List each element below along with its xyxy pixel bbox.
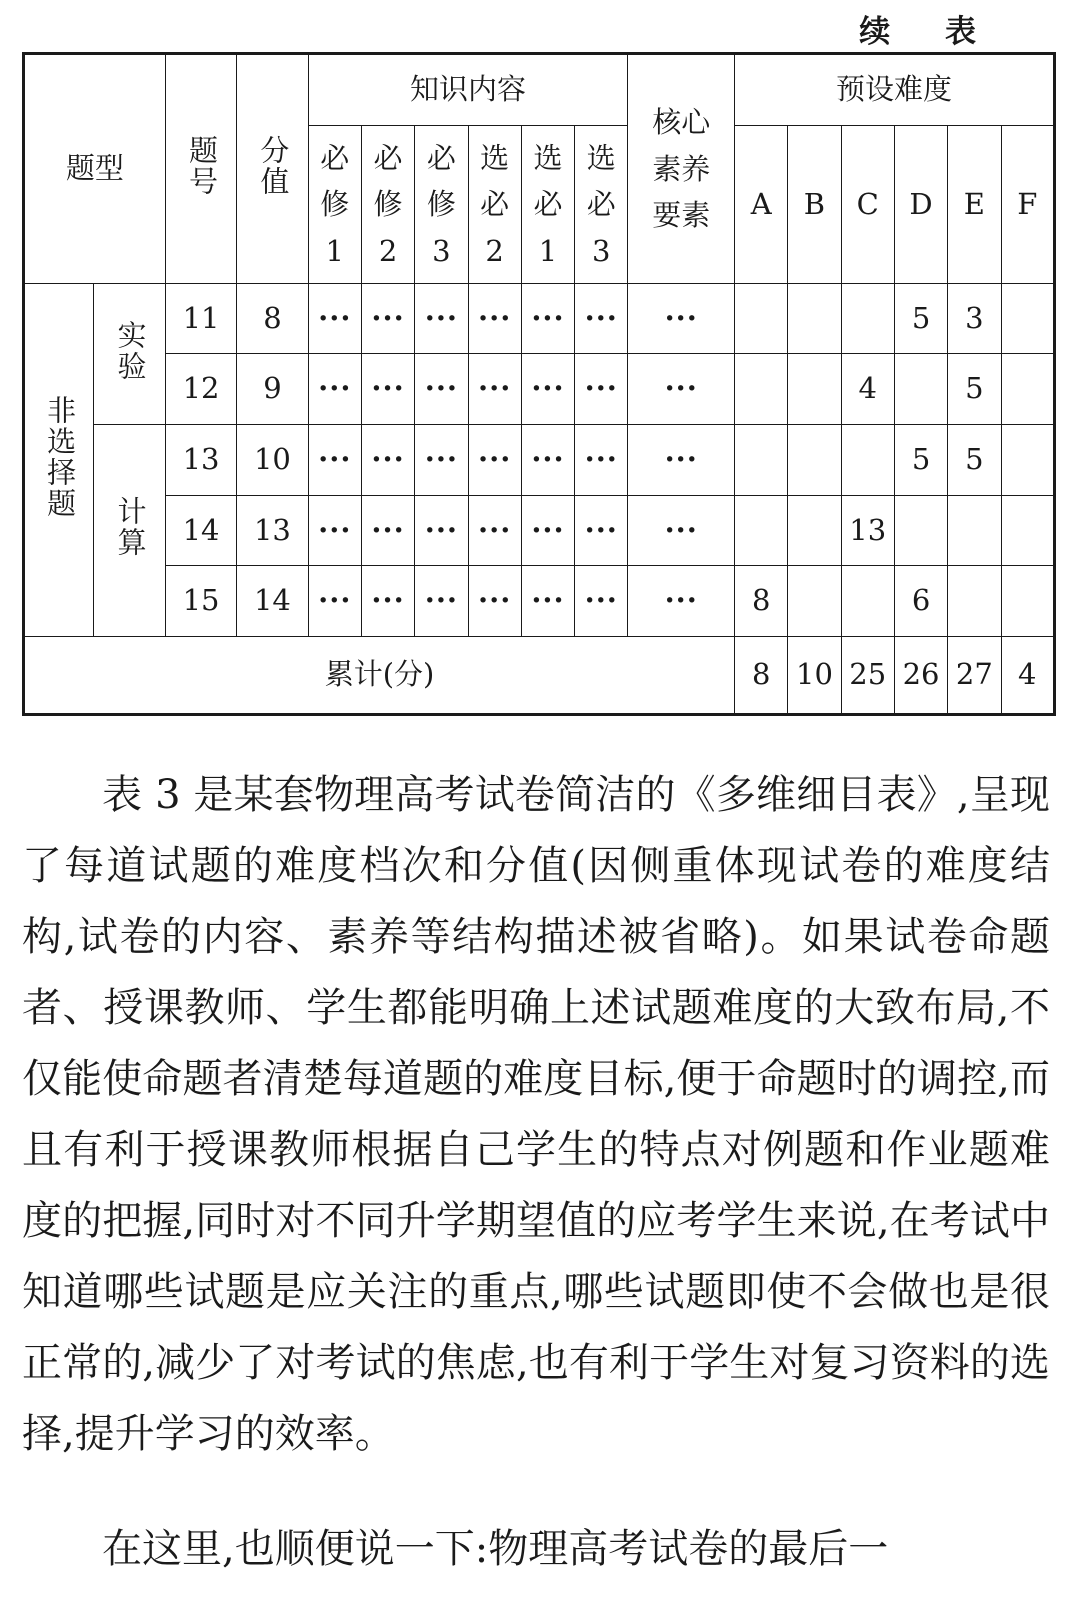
difficulty-col-header: F — [1001, 126, 1055, 284]
header-core: 核心素养要素 — [628, 54, 735, 284]
question-score: 10 — [237, 425, 308, 496]
core-cell: ··· — [628, 496, 735, 566]
core-cell: ··· — [628, 354, 735, 425]
header-type: 题型 — [24, 54, 166, 284]
knowledge-cell: ··· — [468, 425, 521, 496]
header-number: 题号 — [165, 54, 236, 284]
knowledge-cell: ··· — [361, 284, 414, 354]
question-number: 15 — [165, 566, 236, 637]
difficulty-cell: 4 — [841, 354, 894, 425]
difficulty-cell — [894, 496, 947, 566]
continued-label: 续 表 — [859, 14, 998, 50]
knowledge-cell: ··· — [415, 496, 468, 566]
difficulty-cell — [841, 566, 894, 637]
difficulty-cell: 8 — [735, 566, 788, 637]
header-score: 分值 — [237, 54, 308, 284]
difficulty-cell — [841, 425, 894, 496]
knowledge-cell: ··· — [575, 496, 628, 566]
knowledge-cell: ··· — [521, 566, 574, 637]
knowledge-cell: ··· — [468, 284, 521, 354]
sub-group-label: 实验 — [94, 284, 165, 425]
knowledge-cell: ··· — [415, 284, 468, 354]
knowledge-cell: ··· — [308, 566, 361, 637]
difficulty-cell: 6 — [894, 566, 947, 637]
knowledge-col-header: 选必3 — [575, 126, 628, 284]
knowledge-cell: ··· — [468, 496, 521, 566]
difficulty-cell — [735, 354, 788, 425]
knowledge-cell: ··· — [415, 354, 468, 425]
core-cell: ··· — [628, 566, 735, 637]
knowledge-cell: ··· — [575, 425, 628, 496]
difficulty-col-header: A — [735, 126, 788, 284]
knowledge-cell: ··· — [575, 354, 628, 425]
difficulty-cell — [735, 496, 788, 566]
total-value: 25 — [841, 637, 894, 715]
difficulty-cell — [788, 284, 841, 354]
difficulty-cell: 13 — [841, 496, 894, 566]
knowledge-col-header: 必修1 — [308, 126, 361, 284]
difficulty-cell: 5 — [894, 284, 947, 354]
question-number: 12 — [165, 354, 236, 425]
knowledge-cell: ··· — [468, 566, 521, 637]
knowledge-cell: ··· — [361, 354, 414, 425]
question-score: 9 — [237, 354, 308, 425]
difficulty-cell — [1001, 566, 1055, 637]
difficulty-cell: 5 — [894, 425, 947, 496]
difficulty-cell — [948, 496, 1001, 566]
detail-table — [22, 52, 1056, 716]
header-knowledge: 知识内容 — [308, 54, 628, 126]
knowledge-cell: ··· — [521, 496, 574, 566]
knowledge-cell: ··· — [308, 354, 361, 425]
knowledge-cell: ··· — [521, 354, 574, 425]
question-score: 13 — [237, 496, 308, 566]
total-value: 4 — [1001, 637, 1055, 715]
question-score: 14 — [237, 566, 308, 637]
knowledge-col-header: 选必1 — [521, 126, 574, 284]
difficulty-cell — [1001, 496, 1055, 566]
knowledge-cell: ··· — [361, 496, 414, 566]
knowledge-cell: ··· — [308, 284, 361, 354]
difficulty-col-header: B — [788, 126, 841, 284]
difficulty-cell — [1001, 354, 1055, 425]
difficulty-cell — [735, 284, 788, 354]
knowledge-cell: ··· — [575, 566, 628, 637]
knowledge-cell: ··· — [415, 566, 468, 637]
difficulty-cell — [788, 566, 841, 637]
core-cell: ··· — [628, 425, 735, 496]
total-value: 27 — [948, 637, 1001, 715]
knowledge-col-header: 必修3 — [415, 126, 468, 284]
difficulty-cell: 5 — [948, 354, 1001, 425]
knowledge-cell: ··· — [468, 354, 521, 425]
sub-group-label: 计算 — [94, 425, 165, 637]
knowledge-cell: ··· — [521, 284, 574, 354]
knowledge-cell: ··· — [308, 425, 361, 496]
knowledge-cell: ··· — [308, 496, 361, 566]
knowledge-cell: ··· — [361, 425, 414, 496]
knowledge-cell: ··· — [575, 284, 628, 354]
body-paragraph-continued: 在这里,也顺便说一下:物理高考试卷的最后一 — [102, 1526, 889, 1572]
knowledge-cell: ··· — [521, 425, 574, 496]
difficulty-cell: 5 — [948, 425, 1001, 496]
difficulty-col-header: D — [894, 126, 947, 284]
total-value: 10 — [788, 637, 841, 715]
group-label: 非选择题 — [24, 284, 94, 637]
knowledge-col-header: 选必2 — [468, 126, 521, 284]
difficulty-cell — [788, 425, 841, 496]
total-label: 累计(分) — [24, 637, 735, 715]
question-number: 13 — [165, 425, 236, 496]
total-value: 8 — [735, 637, 788, 715]
header-difficulty: 预设难度 — [735, 54, 1055, 126]
knowledge-cell: ··· — [361, 566, 414, 637]
question-score: 8 — [237, 284, 308, 354]
difficulty-cell — [788, 496, 841, 566]
difficulty-cell — [735, 425, 788, 496]
difficulty-cell — [788, 354, 841, 425]
body-paragraph: 表 3 是某套物理高考试卷简洁的《多维细目表》,呈现了每道试题的难度档次和分值(因侧重体现试卷的难度结构,试卷的内容、素养等结构描述被省略)。如果试卷命题者、授课教师、学生都能明确上述试题难度的大致布局,不仅能使命题者清楚每道题的难度目标,便于命题时的调控,而且有利于授课教师根据自己学生的特点对例题和作业题难度的把握,同时对不同升学期望值的应考学生来说,在考试中知道哪些试题是应关注的重点,哪些试题即使不会做也是很正常的,减少了对考试的焦虑,也有利于学生对复习资料的选择,提升学习的效率。 — [22, 772, 1050, 1457]
difficulty-cell — [1001, 425, 1055, 496]
difficulty-cell — [894, 354, 947, 425]
knowledge-col-header: 必修2 — [361, 126, 414, 284]
difficulty-col-header: E — [948, 126, 1001, 284]
question-number: 11 — [165, 284, 236, 354]
total-value: 26 — [894, 637, 947, 715]
core-cell: ··· — [628, 284, 735, 354]
difficulty-cell — [948, 566, 1001, 637]
question-number: 14 — [165, 496, 236, 566]
difficulty-cell: 3 — [948, 284, 1001, 354]
difficulty-cell — [841, 284, 894, 354]
difficulty-cell — [1001, 284, 1055, 354]
knowledge-cell: ··· — [415, 425, 468, 496]
difficulty-col-header: C — [841, 126, 894, 284]
